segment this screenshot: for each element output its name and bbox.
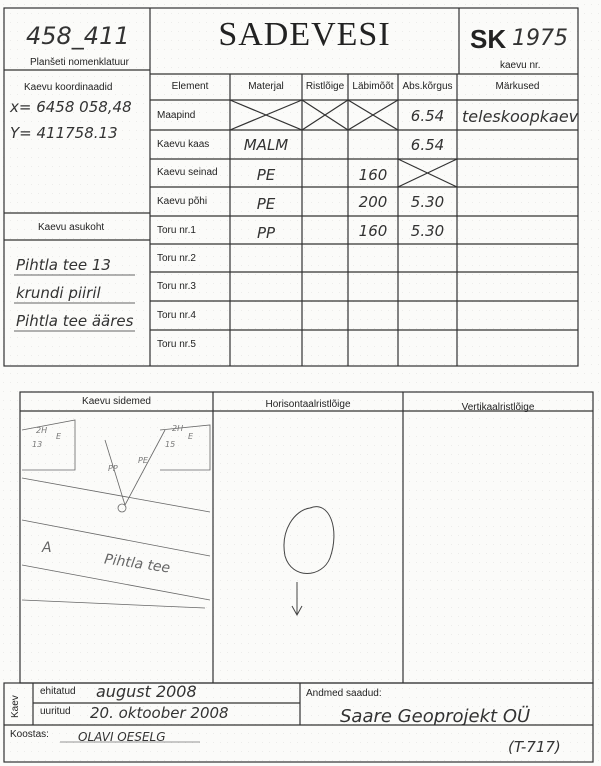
abs-maapind: 6.54 <box>410 107 445 125</box>
coordinates-label: Kaevu koordinaadid <box>24 82 113 93</box>
col-element: Element <box>171 81 209 92</box>
vertical-section-label: Vertikaalristlõige <box>461 402 535 413</box>
well-number-label: kaevu nr. <box>500 60 541 71</box>
materjal-toru1: PP <box>256 224 276 242</box>
row-element-label: Toru nr.4 <box>157 310 196 321</box>
well-number: 1975 <box>512 26 568 51</box>
row-element-label: Maapind <box>157 110 196 121</box>
sketch-mark: 2H <box>172 424 184 433</box>
row-element-label: Kaevu põhi <box>157 196 208 207</box>
built-label: ehitatud <box>40 686 76 697</box>
plansheet-label: Planšeti nomenklatuur <box>30 57 129 68</box>
col-materjal: Materjal <box>248 81 284 92</box>
kaev-label: Kaev <box>10 695 21 718</box>
row-element-label: Toru nr.5 <box>157 339 196 350</box>
materjal-seinad: PE <box>256 166 276 184</box>
row-element-label: Toru nr.3 <box>157 281 196 292</box>
abs-toru1: 5.30 <box>410 222 445 240</box>
materjal-pohi: PE <box>256 195 276 213</box>
sketch-marker-a: A <box>42 540 52 556</box>
abs-kaas: 6.54 <box>410 136 445 154</box>
sketch-mark: 2H <box>36 426 48 435</box>
inspected-value: 20. oktoober 2008 <box>90 704 229 722</box>
inspected-label: uuritud <box>40 706 71 717</box>
location-line-1: Pihtla tee 13 <box>16 256 111 274</box>
row-element-label: Kaevu seinad <box>157 167 218 178</box>
col-markused: Märkused <box>495 81 540 92</box>
row-element-label: Toru nr.2 <box>157 253 196 264</box>
data-from-label: Andmed saadud: <box>306 688 382 699</box>
location-label: Kaevu asukoht <box>38 222 105 233</box>
labimoot-seinad: 160 <box>358 166 388 184</box>
row-element-label: Toru nr.1 <box>157 225 196 236</box>
sketch-mark: 15 <box>165 440 176 449</box>
plansheet-number: 458_411 <box>26 22 130 50</box>
built-value: august 2008 <box>96 682 197 701</box>
street-label: Pihtla tee <box>103 551 172 577</box>
sketch-mark: 13 <box>32 440 43 449</box>
coordinate-x: x= 6458 058,48 <box>10 98 132 116</box>
compiled-value: OLAVI OESELG <box>78 730 166 744</box>
sketch-mark: PP <box>108 464 118 473</box>
well-code: SK <box>470 24 507 54</box>
row-element-label: Kaevu kaas <box>157 139 210 150</box>
labimoot-toru1: 160 <box>358 222 388 240</box>
compiled-label: Koostas: <box>10 729 49 740</box>
location-line-2: krundi piiril <box>16 284 101 302</box>
data-from-value: Saare Geoprojekt OÜ <box>340 706 531 727</box>
col-labimoot: Läbimõõt <box>352 81 394 92</box>
connections-label: Kaevu sidemed <box>82 396 151 407</box>
location-line-3: Pihtla tee ääres <box>16 312 134 330</box>
sketch-mark: PE <box>138 456 148 465</box>
page-title: SADEVESI <box>218 16 391 53</box>
horizontal-section-label: Horisontaalristlõige <box>265 399 351 410</box>
sketch-mark: E <box>56 432 62 441</box>
materjal-kaas: MALM <box>243 136 289 154</box>
markused-maapind: teleskoopkaev <box>462 107 579 126</box>
coordinate-y: Y= 411758.13 <box>10 124 118 142</box>
labimoot-pohi: 200 <box>358 193 388 211</box>
col-ristloige: Ristlõige <box>305 81 345 92</box>
document-reference: (T-717) <box>508 738 561 756</box>
col-abs-korgus: Abs.kõrgus <box>402 81 453 92</box>
abs-pohi: 5.30 <box>410 193 445 211</box>
sketch-mark: E <box>188 432 194 441</box>
